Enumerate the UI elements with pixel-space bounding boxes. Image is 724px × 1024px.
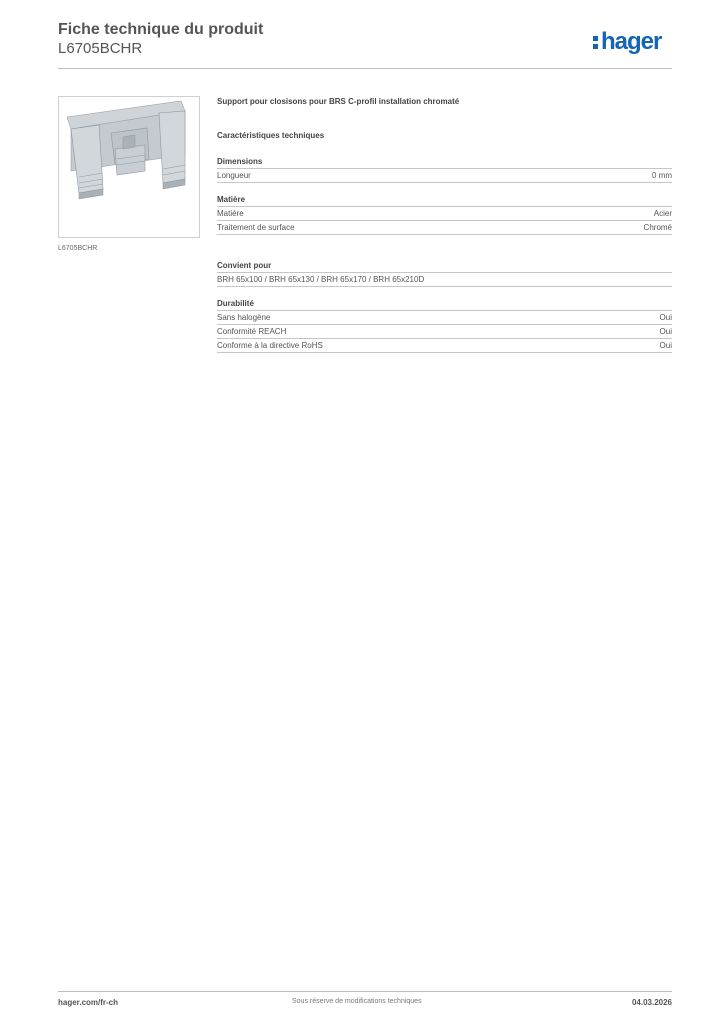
section-material bbox=[217, 194, 672, 235]
spec-row bbox=[217, 339, 672, 353]
spec-value: Oui bbox=[659, 327, 672, 336]
spec-label: Traitement de surface bbox=[217, 223, 295, 232]
image-caption: L6705BCHR bbox=[58, 245, 98, 252]
section-compatibility bbox=[217, 260, 672, 287]
bracket-illustration bbox=[59, 97, 199, 237]
characteristics-heading: Caractéristiques techniques bbox=[217, 131, 325, 140]
section-title: Convient pour bbox=[217, 260, 672, 273]
footer-website[interactable]: hager.com/fr-ch bbox=[58, 998, 119, 1007]
section-dimensions bbox=[217, 156, 672, 183]
section-title: Matière bbox=[217, 194, 672, 207]
spec-label: Conformité REACH bbox=[217, 327, 287, 336]
logo-colon-mark bbox=[593, 31, 599, 53]
spec-row bbox=[217, 221, 672, 235]
header-divider bbox=[58, 68, 672, 69]
spec-row bbox=[217, 273, 672, 287]
spec-value: Oui bbox=[659, 313, 672, 322]
footer-divider bbox=[58, 991, 672, 992]
spec-label: Longueur bbox=[217, 171, 251, 180]
spec-row bbox=[217, 325, 672, 339]
spec-label: Sans halogène bbox=[217, 313, 271, 322]
footer-date: 04.03.2026 bbox=[631, 998, 672, 1007]
logo-wordmark: hager bbox=[601, 28, 662, 55]
spec-value: Oui bbox=[659, 341, 672, 350]
hager-logo bbox=[593, 27, 661, 57]
section-title: Dimensions bbox=[217, 156, 672, 169]
product-reference: L6705BCHR bbox=[58, 40, 143, 57]
spec-row bbox=[217, 207, 672, 221]
section-title: Durabilité bbox=[217, 298, 672, 311]
product-description: Support pour closisons pour BRS C-profil installation chromaté bbox=[217, 97, 460, 106]
spec-label: Conforme à la directive RoHS bbox=[217, 341, 323, 350]
spec-label: Matière bbox=[217, 209, 244, 218]
spec-row bbox=[217, 169, 672, 183]
spec-value: Chromé bbox=[643, 223, 672, 232]
spec-value: Acier bbox=[653, 209, 672, 218]
spec-row bbox=[217, 311, 672, 325]
product-details bbox=[217, 96, 672, 353]
section-durability bbox=[217, 298, 672, 353]
product-image bbox=[58, 96, 200, 238]
page-title: Fiche technique du produit bbox=[58, 21, 264, 38]
spec-value: 0 mm bbox=[652, 171, 672, 180]
spec-label: BRH 65x100 / BRH 65x130 / BRH 65x170 / BRH 65x210D bbox=[217, 275, 425, 284]
footer-disclaimer: Sous réserve de modifications techniques bbox=[292, 998, 422, 1005]
